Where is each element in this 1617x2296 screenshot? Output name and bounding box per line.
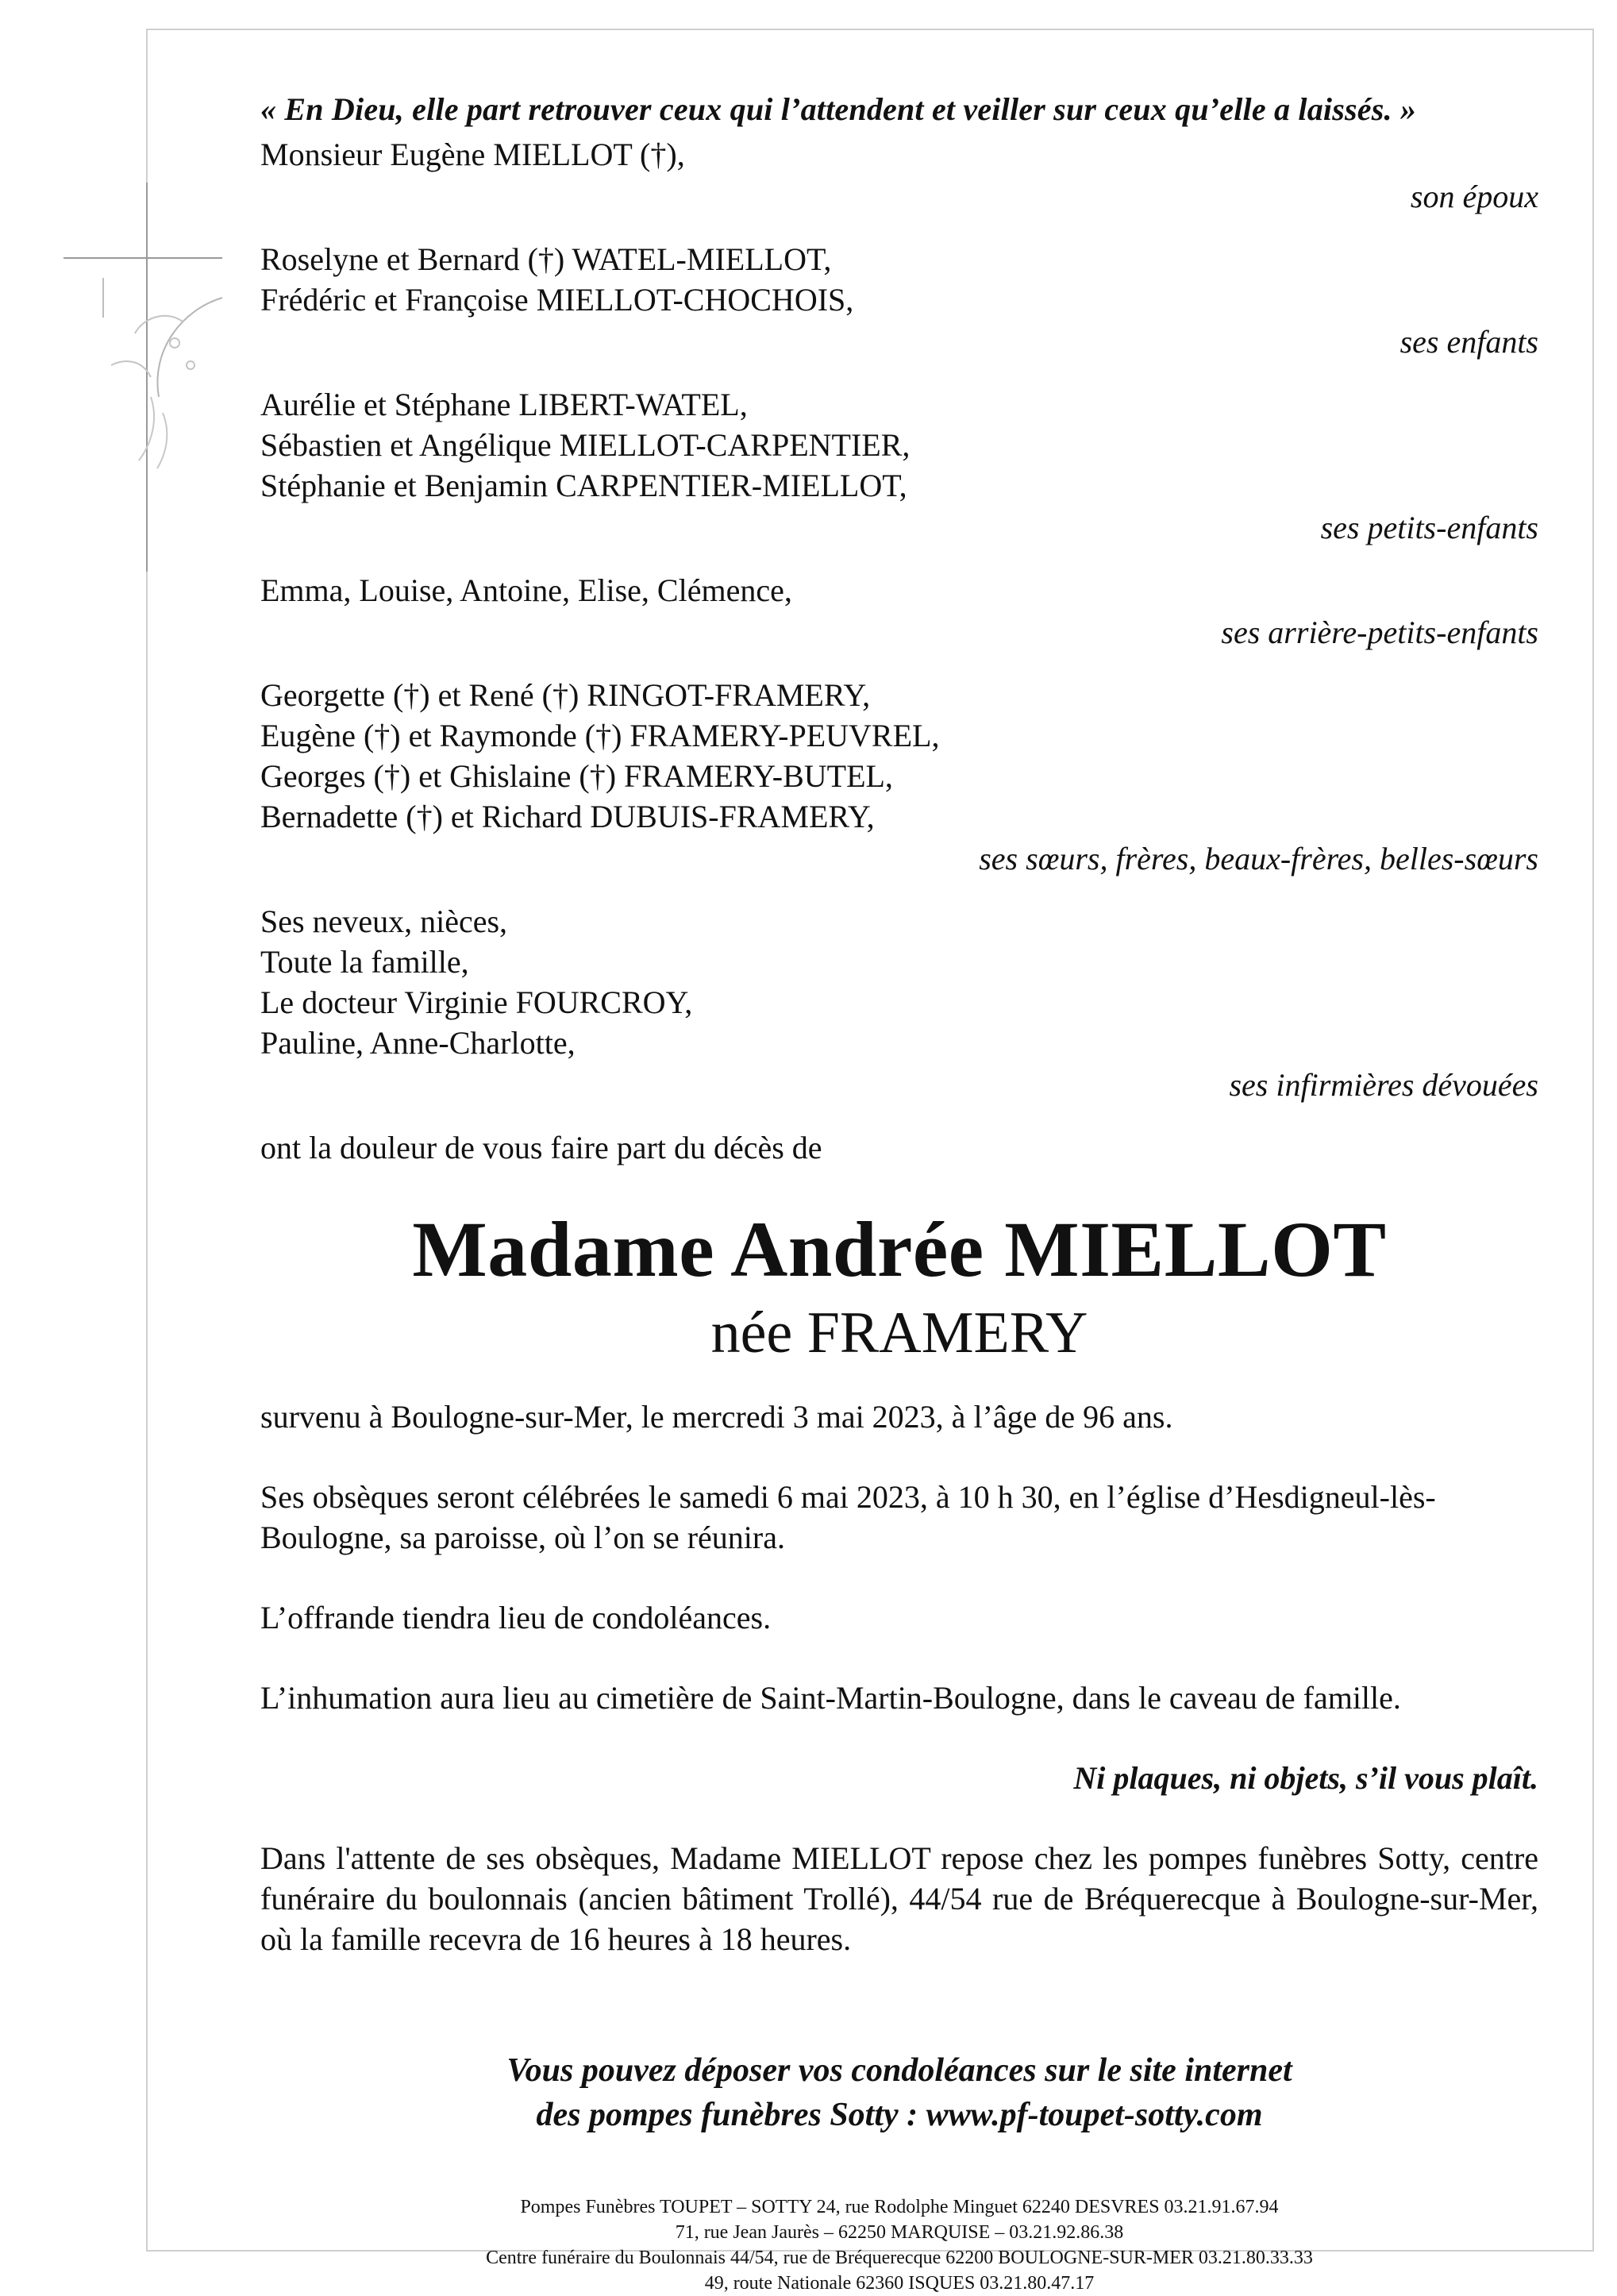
family-member-line: Georgette (†) et René (†) RINGOT-FRAMERY, [260,677,871,713]
announcement-text: ont la douleur de vous faire part du décès de [260,1130,822,1165]
offering-info: L’offrande tiendra lieu de condoléances. [260,1600,772,1635]
rest-info: Dans l'attente de ses obsèques, Madame MIELLOT repose chez les pompes funèbres Sotty, centre funéraire du boulonnais (ancien bâtiment Trollé), 44/54 rue de Bréquerecque à Boulogne-sur-Mer, où la famille recevra de 16 heures à 18 heures. [260,1840,1538,1957]
footer-line: 71, rue Jean Jaurès – 62250 MARQUISE – 03.21.92.86.38 [675,2222,1124,2243]
family-member-line: Monsieur Eugène MIELLOT (†), [260,137,685,172]
cross-lily-icon [64,159,254,603]
burial-info: L’inhumation aura lieu au cimetière de Saint-Martin-Boulogne, dans le caveau de famille. [260,1680,1401,1716]
website-line: Vous pouvez déposer vos condoléances sur le site internet [506,2052,1292,2089]
footer-line: 49, route Nationale 62360 ISQUES 03.21.80.47.17 [704,2273,1095,2294]
funeral-home-footer [260,2194,1538,2296]
relation-label: ses enfants [1399,324,1538,360]
family-group [260,570,1538,653]
family-member-line: Ses neveux, nièces, [260,903,508,939]
family-group [260,134,1538,217]
death-info: survenu à Boulogne-sur-Mer, le mercredi 3 mai 2023, à l’âge de 96 ans. [260,1399,1173,1435]
relation-label: ses petits-enfants [1320,510,1538,545]
family-member-line: Roselyne et Bernard (†) WATEL-MIELLOT, [260,241,832,277]
family-member-line: Stéphanie et Benjamin CARPENTIER-MIELLOT, [260,468,907,503]
footer-line: Centre funéraire du Boulonnais 44/54, rue de Bréquerecque 62200 BOULOGNE-SUR-MER 03.21.80.33.33 [486,2248,1313,2268]
obituary-body [260,89,1538,2296]
website-line: des pompes funèbres Sotty : www.pf-toupet-sotty.com [536,2097,1263,2133]
family-member-line: Emma, Louise, Antoine, Elise, Clémence, [260,572,792,608]
deceased-name: Madame Andrée MIELLOT [412,1205,1387,1293]
family-member-line: Georges (†) et Ghislaine (†) FRAMERY-BUTEL, [260,758,893,794]
relation-label: ses sœurs, frères, beaux-frères, belles-sœurs [979,841,1538,876]
religious-verse: « En Dieu, elle part retrouver ceux qui l’attendent et veiller sur ceux qu’elle a laissés. » [260,91,1417,127]
family-list [260,134,1538,1105]
funeral-info: Ses obsèques seront célébrées le samedi 6 mai 2023, à 10 h 30, en l’église d’Hesdigneul-lès-Boulogne, sa paroisse, où l’on se réunira. [260,1479,1436,1555]
family-member-line: Frédéric et Françoise MIELLOT-CHOCHOIS, [260,282,854,318]
family-member-line: Toute la famille, [260,944,469,980]
family-member-line: Pauline, Anne-Charlotte, [260,1025,576,1061]
family-member-line: Sébastien et Angélique MIELLOT-CARPENTIER, [260,427,911,463]
no-flowers-note: Ni plaques, ni objets, s’il vous plaît. [1073,1760,1538,1796]
relation-label: son époux [1410,179,1538,214]
family-member-line: Eugène (†) et Raymonde (†) FRAMERY-PEUVREL, [260,718,940,753]
family-group [260,675,1538,879]
family-group [260,239,1538,362]
family-member-line: Aurélie et Stéphane LIBERT-WATEL, [260,387,748,422]
relation-label: ses arrière-petits-enfants [1221,614,1538,650]
family-member-line: Bernadette (†) et Richard DUBUIS-FRAMERY, [260,799,875,834]
maiden-name: née FRAMERY [710,1300,1088,1366]
family-group [260,901,1538,1105]
footer-line: Pompes Funèbres TOUPET – SOTTY 24, rue Rodolphe Minguet 62240 DESVRES 03.21.91.67.94 [520,2197,1279,2217]
family-member-line: Le docteur Virginie FOURCROY, [260,984,693,1020]
condolences-website [260,2048,1538,2137]
relation-label: ses infirmières dévouées [1229,1067,1538,1103]
family-group [260,384,1538,548]
